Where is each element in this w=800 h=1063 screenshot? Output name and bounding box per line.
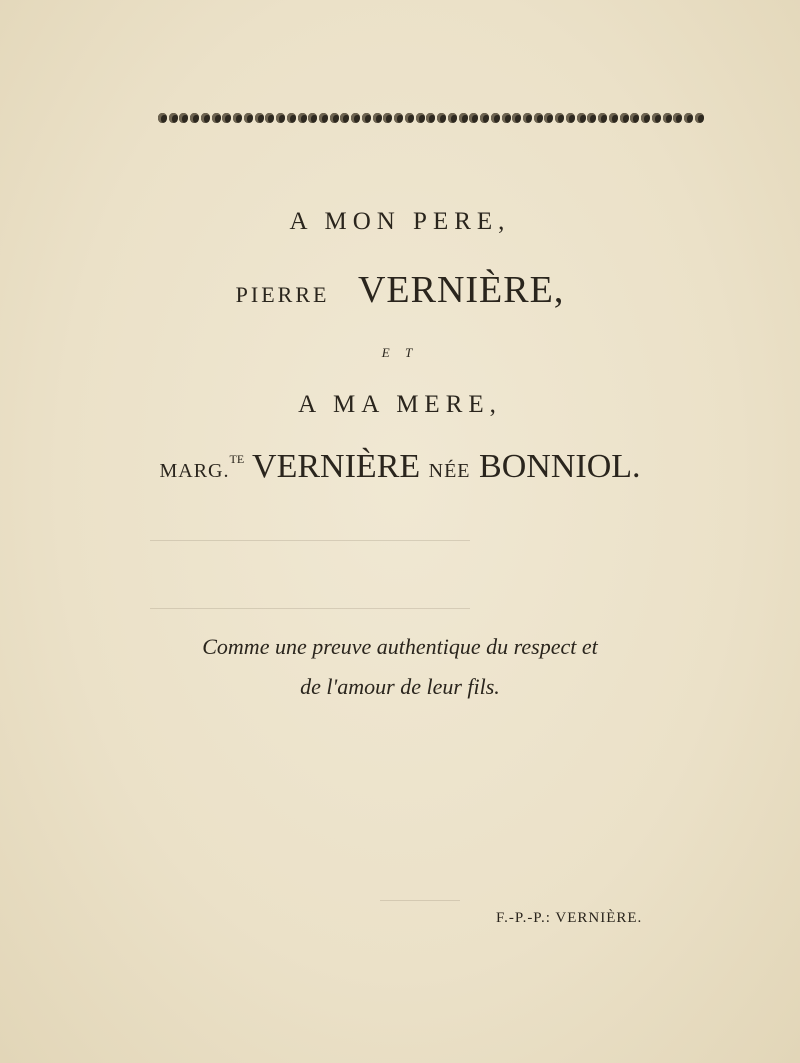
ornament-glyph [566, 113, 575, 123]
mother-maiden-name: BONNIOL. [479, 448, 641, 485]
mother-abbreviation: MARG. [159, 460, 230, 482]
ornament-glyph [340, 113, 349, 123]
ornament-glyph [426, 113, 435, 123]
ornament-glyph [512, 113, 521, 123]
ornament-glyph [244, 113, 253, 123]
ornament-glyph [534, 113, 543, 123]
ornament-glyph [190, 113, 199, 123]
ornament-glyph [577, 113, 586, 123]
ornament-glyph [630, 113, 639, 123]
father-last-name: VERNIÈRE, [357, 269, 565, 311]
ornament-glyph [405, 113, 414, 123]
ornament-glyph [373, 113, 382, 123]
ornament-glyph [158, 113, 167, 123]
ornament-glyph [201, 113, 210, 123]
ornament-glyph [308, 113, 317, 123]
ornament-glyph [480, 113, 489, 123]
ornament-glyph [587, 113, 596, 123]
ornament-glyph [330, 113, 339, 123]
dedication-mother-heading: A MA MERE, [298, 391, 502, 418]
conjunction-et: E T [381, 345, 419, 360]
ornament-glyph [620, 113, 629, 123]
ornament-glyph [609, 113, 618, 123]
ornament-glyph [265, 113, 274, 123]
ornament-glyph [598, 113, 607, 123]
mother-abbreviation-suffix: TE [229, 452, 245, 466]
ornament-glyph [233, 113, 242, 123]
ornament-glyph [641, 113, 650, 123]
ornament-glyph [416, 113, 425, 123]
mother-name [0, 448, 800, 486]
ornament-glyph [652, 113, 661, 123]
ornament-glyph [555, 113, 564, 123]
ornament-glyph [437, 113, 446, 123]
ornament-glyph [448, 113, 457, 123]
mother-nee: NÉE [428, 460, 471, 482]
ornament-glyph [276, 113, 285, 123]
ornament-glyph [684, 113, 693, 123]
ornament-glyph [255, 113, 264, 123]
tribute-line-1: Comme une preuve authentique du respect et [202, 634, 598, 659]
ornament-glyph [351, 113, 360, 123]
ornament-glyph [319, 113, 328, 123]
ornament-glyph [663, 113, 672, 123]
author-signature: F.-P.-P.: VERNIÈRE. [496, 910, 643, 926]
ornament-glyph [459, 113, 468, 123]
dedication-father-heading: A MON PERE, [289, 208, 511, 235]
ornament-glyph [287, 113, 296, 123]
ornament-glyph [383, 113, 392, 123]
bleed-through-rule [150, 540, 470, 541]
bleed-through-rule [150, 608, 470, 609]
ornament-glyph [298, 113, 307, 123]
tribute-text [150, 627, 650, 707]
ornament-glyph [491, 113, 500, 123]
tribute-line-2: de l'amour de leur fils. [300, 674, 500, 699]
ornament-glyph [394, 113, 403, 123]
ornament-glyph [673, 113, 682, 123]
ornament-glyph [212, 113, 221, 123]
ornament-glyph [222, 113, 231, 123]
father-name [0, 268, 800, 312]
ornament-glyph [523, 113, 532, 123]
father-first-name: PIERRE [235, 282, 330, 307]
ornament-glyph [544, 113, 553, 123]
ornament-glyph [179, 113, 188, 123]
ornament-glyph [169, 113, 178, 123]
bleed-through-rule [380, 900, 460, 901]
ornament-glyph [695, 113, 704, 123]
mother-last-name: VERNIÈRE [252, 448, 421, 485]
ornament-glyph [362, 113, 371, 123]
ornament-glyph [502, 113, 511, 123]
ornament-glyph [469, 113, 478, 123]
ornamental-border [158, 110, 704, 126]
